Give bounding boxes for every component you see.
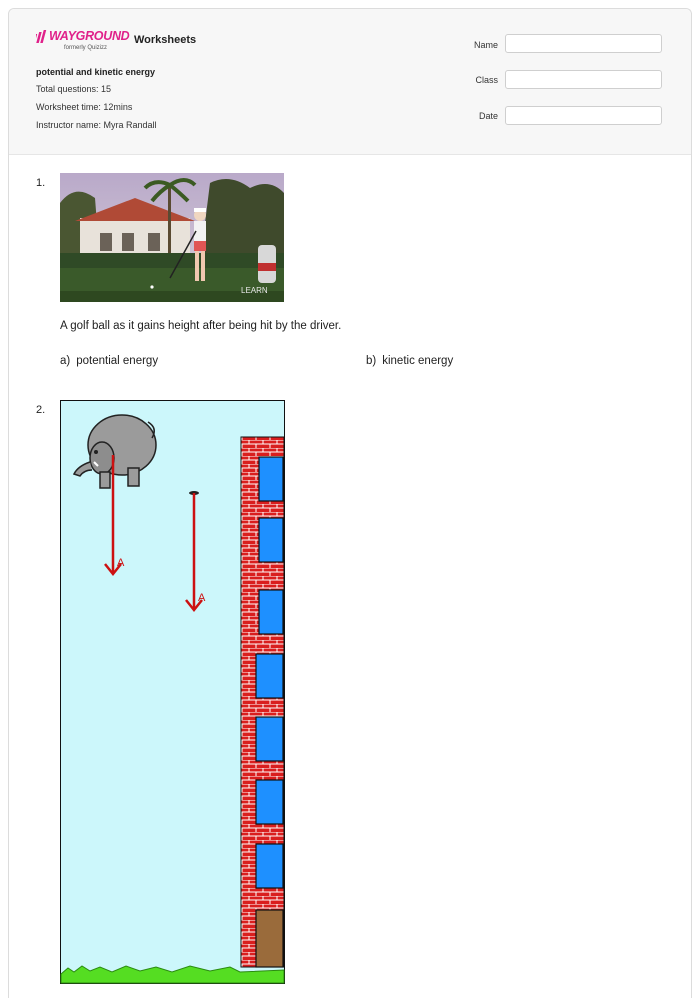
brand-wordmark: WAYGROUND: [49, 29, 130, 43]
name-field[interactable]: [505, 34, 662, 53]
class-label: Class: [475, 75, 498, 85]
question-1-image-watermark: LEARN: [241, 286, 268, 295]
app-title: Worksheets: [134, 34, 197, 46]
worksheet-header: [9, 9, 691, 155]
arrow-label: A: [117, 557, 125, 569]
option-text: kinetic energy: [382, 355, 454, 367]
brand-subtitle: formerly Quizizz: [64, 45, 108, 51]
option-letter: a): [60, 355, 71, 367]
total-questions: Total questions: 15: [36, 84, 112, 94]
option-letter: b): [366, 355, 377, 367]
brand-logo: [36, 29, 132, 57]
question-2-image: [60, 400, 285, 984]
instructor-name: Instructor name: Myra Randall: [36, 120, 157, 130]
worksheet-page: [8, 8, 692, 998]
class-field[interactable]: [505, 70, 662, 89]
arrow-label: A: [198, 592, 206, 604]
option-text: potential energy: [76, 355, 159, 367]
question-1-number: 1.: [36, 177, 46, 189]
question-1-text: A golf ball as it gains height after being hit by the driver.: [60, 320, 342, 332]
worksheet-title: potential and kinetic energy: [36, 67, 156, 77]
date-label: Date: [478, 111, 498, 121]
worksheet-time: Worksheet time: 12mins: [36, 102, 133, 112]
question-1-image: [60, 173, 284, 302]
date-field[interactable]: [505, 106, 662, 125]
question-2-number: 2.: [36, 404, 46, 416]
name-label: Name: [473, 40, 498, 50]
question-1-option-a: [60, 355, 158, 367]
question-1-option-b: [366, 355, 453, 367]
